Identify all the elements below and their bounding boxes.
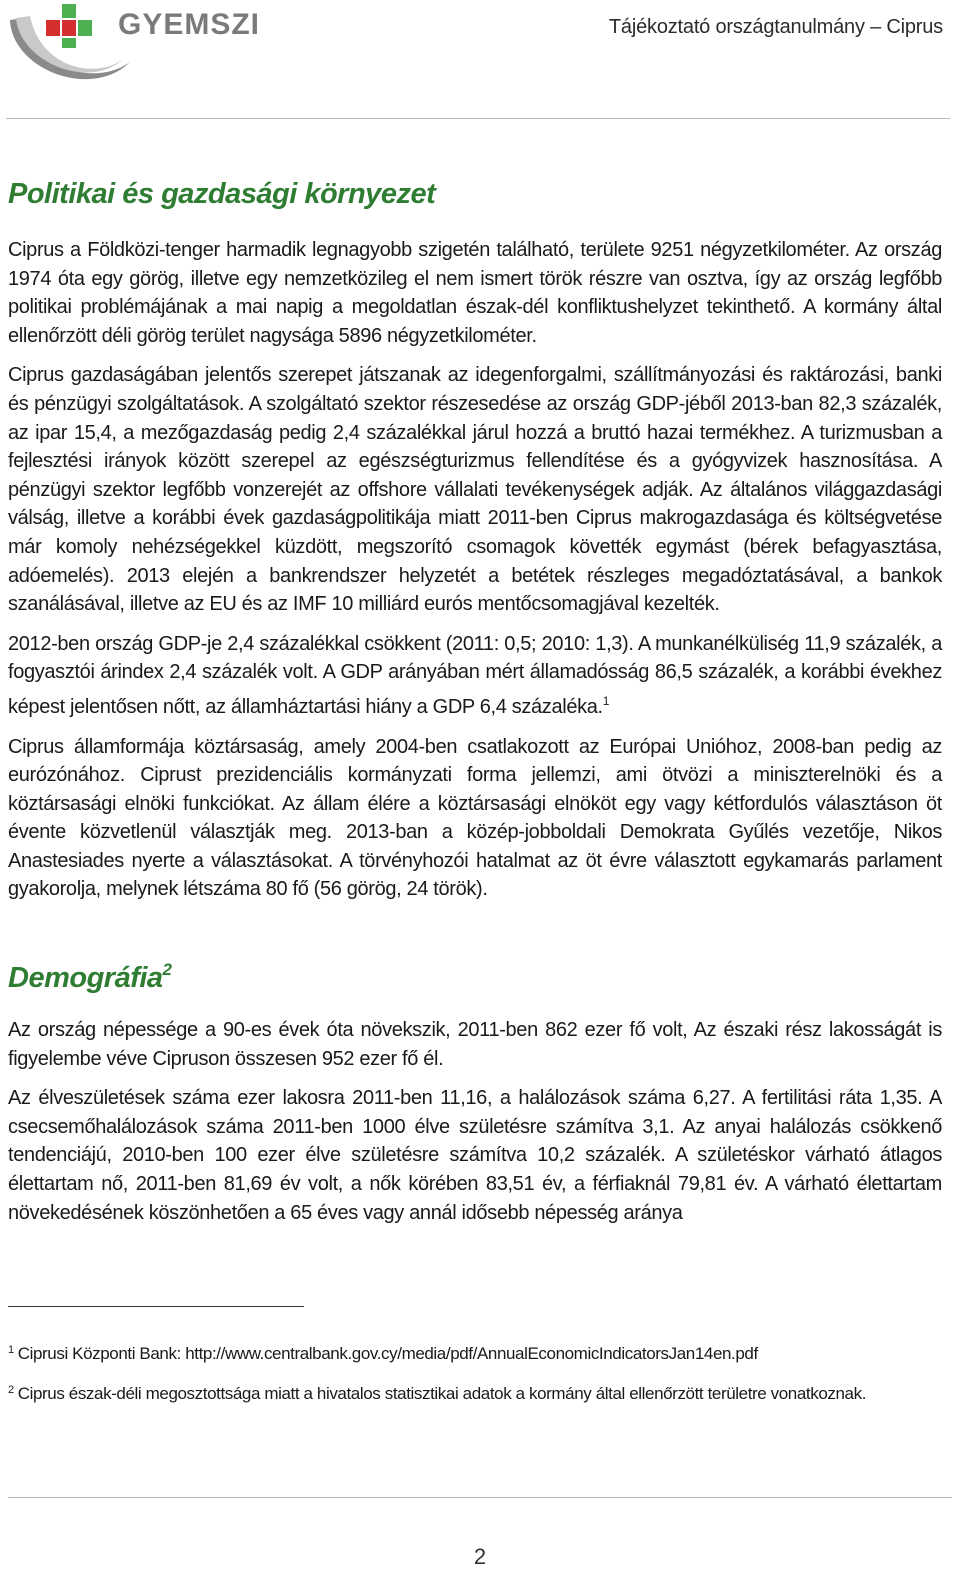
- paragraph-text: 2012-ben ország GDP-je 2,4 százalékkal csökkent (2011: 0,5; 2010: 1,3). A munkanélküliség 11,9 százalék, a fogyasztói árindex 2,4 százalék volt. A GDP arányában mért államadósság 86,5 százalék, a korábbi évekhez képest jelentősen nőtt, az államháztartási hiány a GDP 6,4 százaléka.: [8, 632, 942, 718]
- paragraph: Az élveszületések száma ezer lakosra 2011-ben 11,16, a halálozások száma 6,27. A fertilitási ráta 1,35. A csecsemőhalálozások száma 2011-ben 1000 élve születésre számítva 3,1. Az anyai halálozás csökkenő tendenciájú, 2010-ben 100 ezer élve születésre számítva 10,2 százalék. A születéskor várható átlagos élettartam nő, 2011-ben 81,69 év volt, a nők körében 83,51 év, a férfiaknál 79,81 év. A várható élettartam növekedésének köszönhetően a 65 éves vagy annál idősebb népesség aránya: [8, 1087, 942, 1224]
- paragraph: Ciprus gazdaságában jelentős szerepet játszanak az idegenforgalmi, szállítmányozási és raktározási, banki és pénzügyi szolgáltatások. A szolgáltató szektor részesedése az ország GDP-jéből 2013-ban 82,3 százalék, az ipar 15,4, a mezőgazdaság pedig 2,4 százalékkal járul hozzá a bruttó hazai termékhez. A turizmusban a fejlesztési irányok között szerepel az egészségturizmus fellendítése és a gyógyvizek hasznosítása. A pénzügyi szektor legfőbb vonzerejét az offshore vállalati tevékenységek adják. Az általános világgazdasági válság, illetve a korábbi évek gazdaságpolitikája miatt 2011-ben Ciprus makrogazdasága és költségvetése már komoly nehézségekkel küzdött, megszorító csomagok követték egymást (bérek befagyasztása, adóemelés). 2013 elején a bankrendszer helyzetét a betétek részleges megadóztatásával, a bankok szanálásával, illetve az EU és az IMF 10 milliárd eurós mentőcsomagjával kezelték.: [8, 364, 942, 616]
- header-divider: [6, 118, 950, 119]
- section-heading-politics: Politikai és gazdasági környezet: [8, 178, 436, 210]
- paragraph: [8, 630, 942, 722]
- footnote-ref[interactable]: 1: [602, 693, 610, 708]
- gyemszi-logo: [2, 0, 302, 100]
- footnote-text: Ciprus észak-déli megosztottsága miatt a hivatalos statisztikai adatok a kormány által ellenőrzött területre vonatkoznak.: [17, 1384, 867, 1403]
- paragraph: Ciprus államformája köztársaság, amely 2004-ben csatlakozott az Európai Unióhoz, 2008-ban pedig az eurózónához. Ciprust prezidenciális kormányzati forma jellemzi, ami ötvözi a miniszterelnöki és a köztársasági elnöki funkciókat. Az állam élére a köztársasági elnököt egy vagy kétfordulós választáson öt évente közvetlenül választják meg. 2013-ban a közép-jobboldali Demokrata Gyűlés vezetője, Nikos Anastesiades nyerte a választásokat. A törvényhozói hatalmat az öt évre választott egykamarás parlament gyakorolja, melynek létszáma 80 fő (56 görög, 24 török).: [8, 735, 942, 901]
- page-header: [0, 0, 960, 120]
- footnote-text: Ciprusi Központi Bank: http://www.centralbank.gov.cy/media/pdf/AnnualEconomicIndicatorsJan14en.pdf: [17, 1344, 758, 1363]
- document-title: Tájékoztató országtanulmány – Ciprus: [608, 16, 943, 38]
- page-number: 2: [473, 1544, 487, 1569]
- footnote-divider: [8, 1306, 304, 1307]
- footnote-ref[interactable]: 2: [162, 960, 172, 980]
- main-content: [8, 172, 942, 1227]
- paragraph: Ciprus a Földközi-tenger harmadik legnagyobb szigetén található, területe 9251 négyzetkilométer. Az ország 1974 óta egy görög, illetve egy nemzetközileg el nem ismert török részre van osztva, így az ország legfőbb politikai problémájának a mai napig a megoldatlan észak-dél konfliktushelyzet tekinthető. A kormány által ellenőrzött déli görög terület nagysága 5896 négyzetkilométer.: [8, 239, 942, 347]
- paragraph: Az ország népessége a 90-es évek óta növekszik, 2011-ben 862 ezer fő volt, Az északi rész lakosságát is figyelembe véve Cipruson összesen 952 ezer fő él.: [8, 1019, 942, 1070]
- heading-text: Demográfia: [8, 962, 163, 995]
- footnote-1: [8, 1344, 758, 1364]
- section-heading-demography: [8, 948, 942, 1000]
- footnote-2: [8, 1384, 866, 1404]
- footnote-number: 1: [8, 1344, 14, 1356]
- footer-divider: [8, 1497, 952, 1498]
- footnote-number: 2: [8, 1384, 14, 1396]
- svg-text:GYEMSZI: GYEMSZI: [118, 8, 261, 41]
